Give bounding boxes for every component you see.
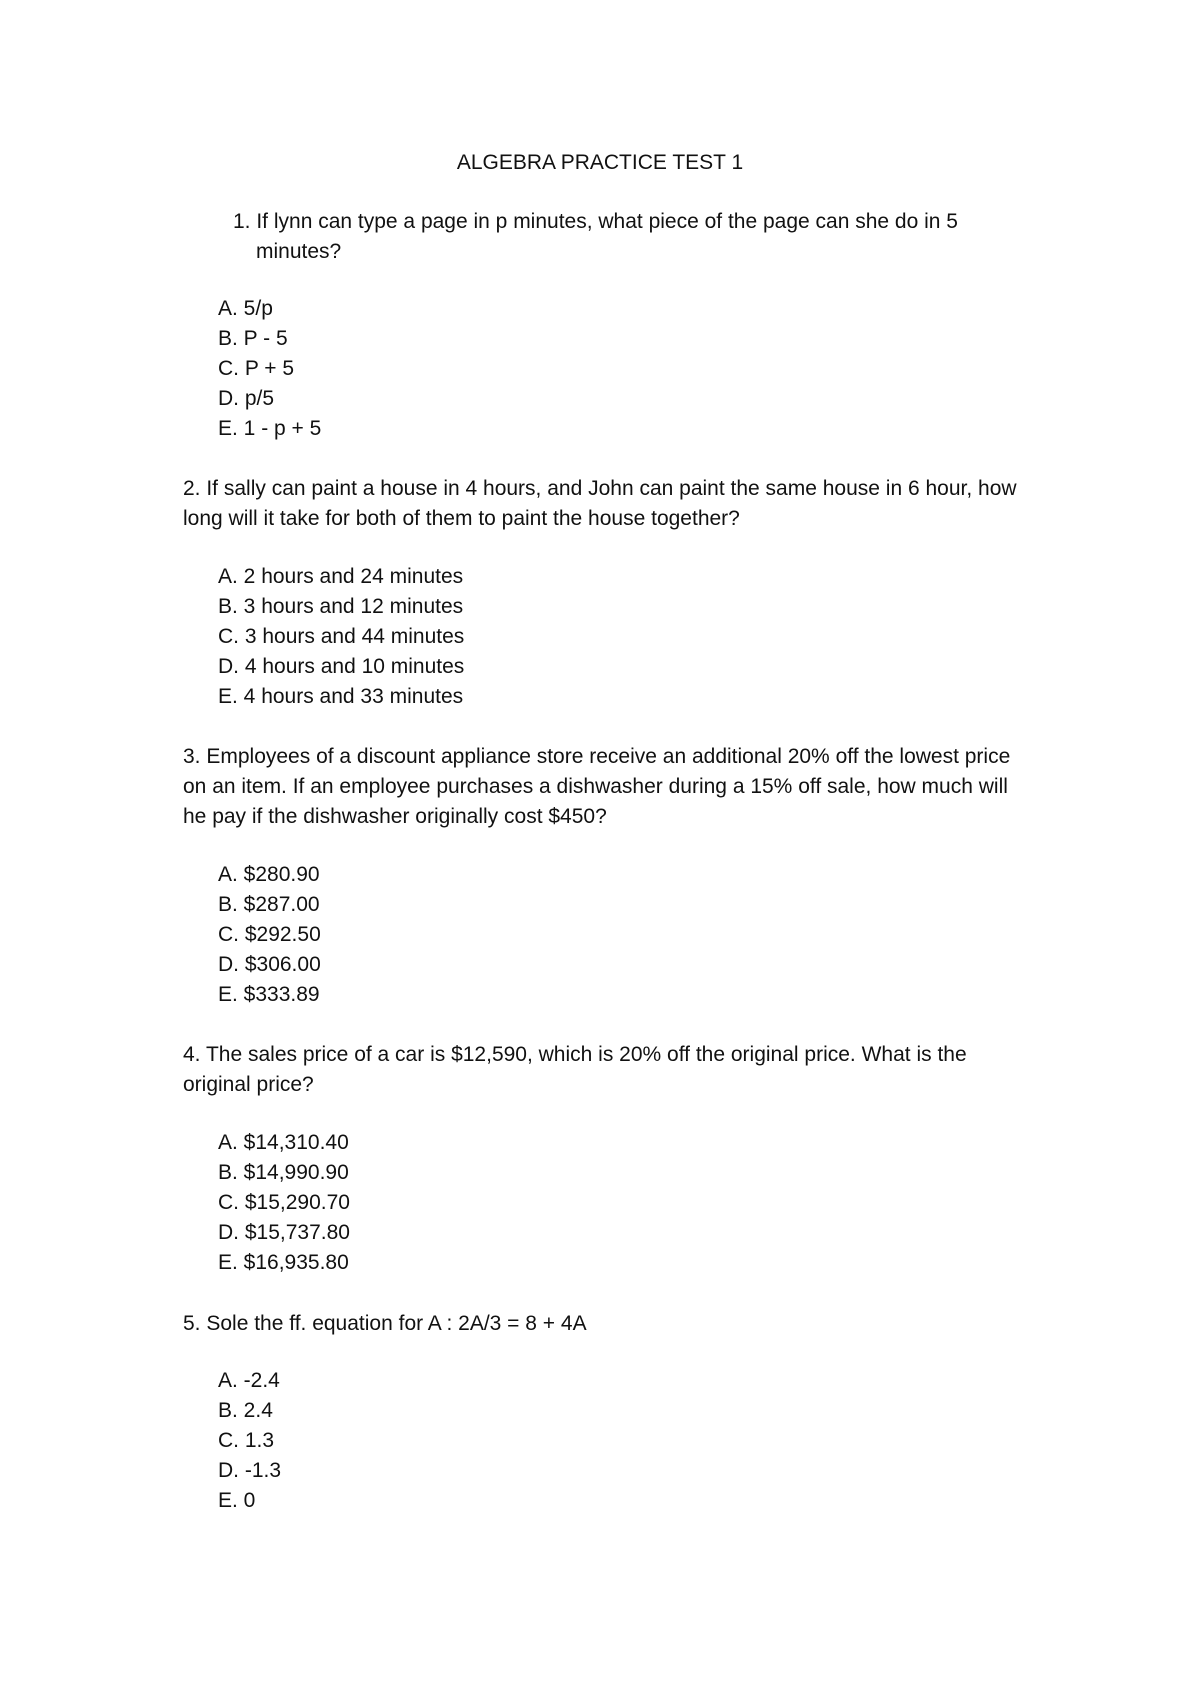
question-5: 5. Sole the ff. equation for A : 2A/3 = 8 + 4A — [183, 1312, 587, 1335]
option-item: B. P - 5 — [218, 327, 288, 350]
question-1-options — [218, 294, 718, 444]
option-item: E. $333.89 — [218, 983, 320, 1006]
option-item: B. $287.00 — [218, 893, 320, 916]
option-item: E. 4 hours and 33 minutes — [218, 685, 464, 708]
option-item: A. $280.90 — [218, 863, 320, 886]
option-item: C. $15,290.70 — [218, 1191, 350, 1214]
option-item: D. p/5 — [218, 387, 275, 410]
option-item: C. 1.3 — [218, 1429, 275, 1452]
option-item: B. $14,990.90 — [218, 1161, 349, 1184]
option-item: A. $14,310.40 — [218, 1131, 349, 1154]
option-item: A. -2.4 — [218, 1369, 280, 1392]
question-4: 4. The sales price of a car is $12,590, which is 20% off the original price. What is the original price? — [183, 1043, 967, 1096]
question-5-options — [218, 1366, 718, 1516]
option-item: A. 2 hours and 24 minutes — [218, 565, 464, 588]
option-item: E. 0 — [218, 1489, 256, 1512]
option-item: D. -1.3 — [218, 1459, 282, 1482]
option-item: B. 3 hours and 12 minutes — [218, 595, 464, 618]
question-2-options — [218, 562, 718, 712]
option-item: B. 2.4 — [218, 1399, 273, 1422]
option-item: E. $16,935.80 — [218, 1251, 349, 1274]
question-4-options — [218, 1128, 718, 1278]
question-1-text: 1. If lynn can type a page in p minutes, what piece of the page can she do in 5 minutes? — [233, 210, 958, 263]
option-item: D. 4 hours and 10 minutes — [218, 655, 465, 678]
page-title: ALGEBRA PRACTICE TEST 1 — [456, 151, 744, 174]
option-item: D. $15,737.80 — [218, 1221, 350, 1244]
option-item: D. $306.00 — [218, 953, 321, 976]
question-1 — [218, 207, 1008, 267]
question-3-options — [218, 860, 718, 1010]
option-item: A. 5/p — [218, 297, 273, 320]
option-item: C. 3 hours and 44 minutes — [218, 625, 465, 648]
question-3: 3. Employees of a discount appliance store receive an additional 20% off the lowest price on an item. If an employee purchases a dishwasher during a 15% off sale, how much will he pay if the dishwasher originally cost $450? — [183, 745, 1011, 828]
option-item: C. $292.50 — [218, 923, 321, 946]
option-item: C. P + 5 — [218, 357, 295, 380]
option-item: E. 1 - p + 5 — [218, 417, 322, 440]
question-2: 2. If sally can paint a house in 4 hours, and John can paint the same house in 6 hour, how long will it take for both of them to paint the house together? — [183, 477, 1017, 530]
